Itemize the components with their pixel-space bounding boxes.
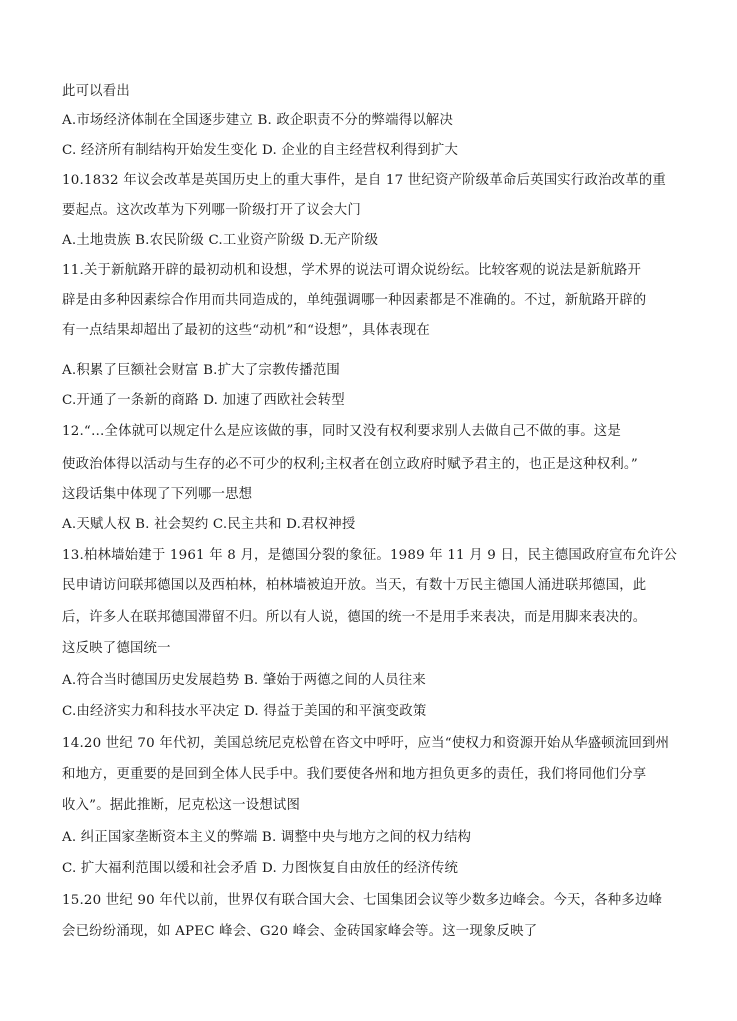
question-15-stem-line-1: 15.20 世纪 90 年代以前，世界仅有联合国大会、七国集团会议等少数多边峰会。今天，各种多边峰 [62, 893, 663, 908]
question-11-stem-line-1: 11.关于新航路开辟的最初动机和设想，学术界的说法可谓众说纷纭。比较客观的说法是新航路开 [62, 263, 642, 278]
question-12-options: A.天赋人权 B. 社会契约 C.民主共和 D.君权神授 [62, 517, 356, 532]
question-14-stem-line-1: 14.20 世纪 70 年代初，美国总统尼克松曾在咨文中呼吁，应当“使权力和资源开始从华盛顿流回到州 [62, 736, 670, 751]
question-10-options: A.土地贵族 B.农民阶级 C.工业资产阶级 D.无产阶级 [62, 233, 379, 248]
question-13-stem-line-4: 这反映了德国统一 [62, 641, 171, 656]
question-13-stem-line-3: 后，许多人在联邦德国滞留不归。所以有人说，德国的统一不是用手来表决，而是用脚来表决的。 [62, 610, 647, 625]
question-13-stem-line-2: 民申请访问联邦德国以及西柏林，柏林墙被迫开放。当天，有数十万民主德国人涌进联邦德国，此 [62, 578, 647, 593]
question-11-stem-line-3: 有一点结果却超出了最初的这些“动机”和“设想”，具体表现在 [62, 323, 430, 338]
question-13-options-cd: C.由经济实力和科技水平决定 D. 得益于美国的和平演变政策 [62, 704, 427, 719]
question-12-stem-line-1: 12.“…全体就可以规定什么是应该做的事，同时又没有权利要求别人去做自己不做的事。这是 [62, 424, 621, 439]
question-11-options-ab: A.积累了巨额社会财富 B.扩大了宗教传播范围 [62, 363, 340, 378]
question-10-stem-line-1: 10.1832 年议会改革是英国历史上的重大事件，是自 17 世纪资产阶级革命后英国实行政治改革的重 [62, 173, 667, 188]
question-12-stem-line-3: 这段话集中体现了下列哪一思想 [62, 487, 253, 502]
question-14-options-ab: A. 纠正国家垄断资本主义的弊端 B. 调整中央与地方之间的权力结构 [62, 830, 472, 845]
question-9-options-ab: A.市场经济体制在全国逐步建立 B. 政企职责不分的弊端得以解决 [62, 113, 454, 128]
question-11-options-cd: C.开通了一条新的商路 D. 加速了西欧社会转型 [62, 393, 345, 408]
question-9-options-cd: C. 经济所有制结构开始发生变化 D. 企业的自主经营权利得到扩大 [62, 143, 459, 158]
question-10-stem-line-2: 要起点。这次改革为下列哪一阶级打开了议会大门 [62, 203, 361, 218]
question-14-options-cd: C. 扩大福利范围以缓和社会矛盾 D. 力图恢复自由放任的经济传统 [62, 861, 459, 876]
question-14-stem-line-2: 和地方，更重要的是回到全体人民手中。我们要使各州和地方担负更多的责任，我们将同他们分享 [62, 767, 647, 782]
question-15-stem-line-2: 会已纷纷涌现，如 APEC 峰会、G20 峰会、金砖国家峰会等。这一现象反映了 [62, 924, 538, 939]
question-13-options-ab: A.符合当时德国历史发展趋势 B. 肇始于两德之间的人员往来 [62, 673, 426, 688]
question-11-stem-line-2: 辟是由多种因素综合作用而共同造成的，单纯强调哪一种因素都是不准确的。不过，新航路开辟的 [62, 293, 647, 308]
text-line: 此可以看出 [62, 84, 130, 99]
question-12-stem-line-2: 使政治体得以活动与生存的必不可少的权利;主权者在创立政府时赋予君主的，也正是这种权利。” [62, 457, 638, 472]
question-13-stem-line-1: 13.柏林墙始建于 1961 年 8 月，是德国分裂的象征。1989 年 11 月 9 日，民主德国政府宣布允许公 [62, 548, 678, 563]
question-14-stem-line-3: 收入”。据此推断，尼克松这一设想试图 [62, 798, 301, 813]
